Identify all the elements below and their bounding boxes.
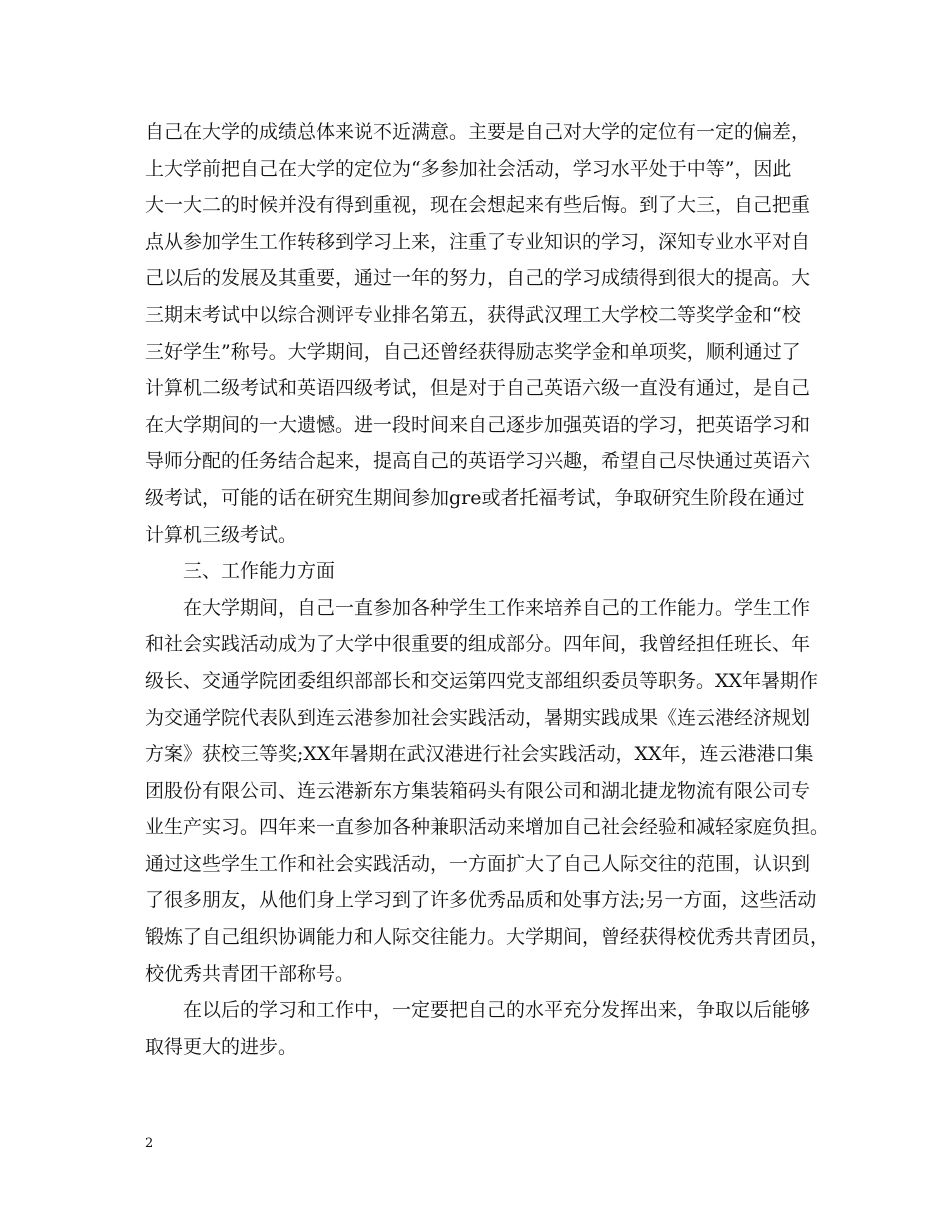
text-line: 级长、交通学院团委组织部部长和交运第四党支部组织委员等职务。XX年暑期作 xyxy=(145,669,819,692)
text-line: 和社会实践活动成为了大学中很重要的组成部分。四年间，我曾经担任班长、年 xyxy=(145,633,811,656)
text-line: 在大学期间的一大遗憾。进一段时间来自己逐步加强英语的学习，把英语学习和 xyxy=(145,413,811,436)
text-line: 锻炼了自己组织协调能力和人际交往能力。大学期间，曾经获得校优秀共青团员， xyxy=(145,926,830,949)
text-line: 了很多朋友，从他们身上学习到了许多优秀品质和处事方法;另一方面，这些活动 xyxy=(145,889,817,912)
text-line: 团股份有限公司、连云港新东方集装箱码头有限公司和湖北捷龙物流有限公司专 xyxy=(145,779,811,802)
text-line: 取得更大的进步。 xyxy=(145,1035,298,1058)
text-line: 级考试，可能的话在研究生期间参加gre或者托福考试，争取研究生阶段在通过 xyxy=(145,486,805,509)
text-line: 上大学前把自己在大学的定位为“多参加社会活动，学习水平处于中等”，因此 xyxy=(145,157,792,180)
document-body xyxy=(145,114,830,1065)
text-line: 点从参加学生工作转移到学习上来，注重了专业知识的学习，深知专业水平对自 xyxy=(145,230,811,253)
text-line: 导师分配的任务结合起来，提高自己的英语学习兴趣，希望自己尽快通过英语六 xyxy=(145,450,811,473)
text-line: 方案》获校三等奖;XX年暑期在武汉港进行社会实践活动，XX年，连云港港口集 xyxy=(145,743,814,766)
page-number: 2 xyxy=(145,1136,154,1151)
text-line: 为交通学院代表队到连云港参加社会实践活动，暑期实践成果《连云港经济规划 xyxy=(145,706,811,729)
section-heading: 三、工作能力方面 xyxy=(183,560,336,583)
text-line: 三好学生”称号。大学期间，自己还曾经获得励志奖学金和单项奖，顺利通过了 xyxy=(145,340,801,363)
text-line: 大一大二的时候并没有得到重视，现在会想起来有些后悔。到了大三，自己把重 xyxy=(145,194,811,217)
paragraph-first-line: 在以后的学习和工作中，一定要把自己的水平充分发挥出来，争取以后能够 xyxy=(183,999,811,1022)
text-line: 业生产实习。四年来一直参加各种兼职活动来增加自己社会经验和减轻家庭负担。 xyxy=(145,816,830,839)
text-line: 校优秀共青团干部称号。 xyxy=(145,962,355,985)
text-line: 自己在大学的成绩总体来说不近满意。主要是自己对大学的定位有一定的偏差， xyxy=(145,121,811,143)
text-line: 计算机二级考试和英语四级考试，但是对于自己英语六级一直没有通过，是自己 xyxy=(145,377,811,400)
text-line: 计算机三级考试。 xyxy=(145,523,298,546)
text-line: 通过这些学生工作和社会实践活动，一方面扩大了自己人际交往的范围，认识到 xyxy=(145,852,811,875)
text-line: 己以后的发展及其重要，通过一年的努力，自己的学习成绩得到很大的提高。大 xyxy=(145,267,811,290)
paragraph-first-line: 在大学期间，自己一直参加各种学生工作来培养自己的工作能力。学生工作 xyxy=(183,596,811,619)
text-line: 三期末考试中以综合测评专业排名第五，获得武汉理工大学校二等奖学金和“校 xyxy=(145,303,801,326)
